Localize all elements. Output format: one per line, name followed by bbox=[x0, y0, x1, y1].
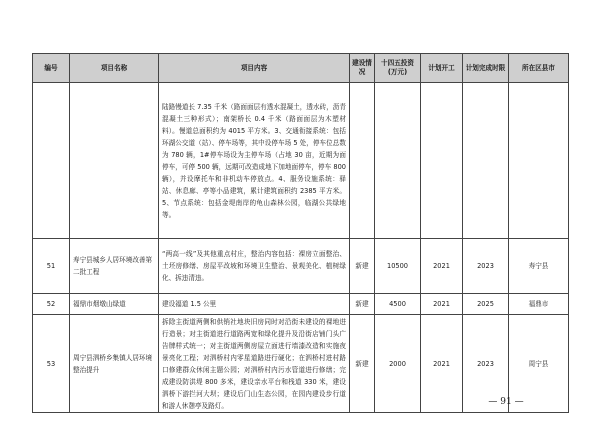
cell-start: 2021 bbox=[421, 315, 463, 413]
table-row bbox=[33, 239, 569, 294]
cell-finish: 2023 bbox=[463, 315, 509, 413]
cell-name: 周宁县泗桥乡集镇人居环境整治提升 bbox=[70, 315, 159, 413]
cell-status bbox=[350, 83, 375, 239]
cell-status: 新建 bbox=[350, 239, 375, 294]
cell-start bbox=[421, 83, 463, 239]
cell-content: 拆除主街道两侧和供销社地块旧房同时对沿街未建设的裸地进行造景；对主街道进行道路两宽和绿化提升及沿街店铺门头广告牌样式统一；对主街道两侧房屋立面进行墙漆改造和实施夜景亮化工程；对泗桥村内零星道路进行硬化；在泗桥村进村路口修建群众休闲主题公园；对泗桥村内污水管道进行修缮；完成建设防洪堤 800 多米，建设亲水平台和栈道 330 米，建设泗桥下游拦河大坝；建设后门山生态公园，在园内建设步行道和游人休憩亭及路灯。 bbox=[159, 315, 350, 413]
header-name: 项目名称 bbox=[70, 54, 159, 83]
cell-invest: 4500 bbox=[375, 294, 421, 315]
cell-no: 53 bbox=[33, 315, 70, 413]
cell-content: “两高一线”及其他重点村庄，整治内容包括：裸房立面整治、土坯房修缮、房屋平改坡和环境卫生整治、景观美化、植树绿化、拆违清违。 bbox=[159, 239, 350, 294]
cell-no bbox=[33, 83, 70, 239]
cell-county: 周宁县 bbox=[509, 315, 569, 413]
cell-county: 福鼎市 bbox=[509, 294, 569, 315]
table-row bbox=[33, 83, 569, 239]
cell-content: 建设福道 1.5 公里 bbox=[159, 294, 350, 315]
cell-content: 陆路慢道长 7.35 千米（路面面层有透水混凝土，透水砖，沥青混凝土三种形式）；南架桥长 0.4 千米（路面面层为木塑材料）。慢道总面积约为 4015 平方米。3、交通衔接系统：包括环湖公交道（站）、停车场等，其中设停车场 5 处，停车位总数为 780 辆，1#停车场设为主停车场（占地 30 亩，近期为面停车，可停 500 辆，远期可改造成地下加地面停车，停车 800 辆），并设摩托车和非机动车停放点。4、服务设施系统：驿站、休息廊、亭等小品建筑，累计建筑面积约 2385 平方米。5、节点系统：包括金堤南岸的龟山森林公园，临湖公共绿地等。 bbox=[159, 83, 350, 239]
table-row bbox=[33, 294, 569, 315]
cell-no: 51 bbox=[33, 239, 70, 294]
page-number: — 91 — bbox=[488, 397, 524, 407]
cell-county: 寿宁县 bbox=[509, 239, 569, 294]
cell-start: 2021 bbox=[421, 239, 463, 294]
header-start: 计划开工 bbox=[421, 54, 463, 83]
cell-finish: 2023 bbox=[463, 239, 509, 294]
cell-name: 福鼎市烟墩山绿道 bbox=[70, 294, 159, 315]
cell-invest bbox=[375, 83, 421, 239]
cell-finish bbox=[463, 83, 509, 239]
project-table bbox=[32, 53, 569, 413]
cell-invest: 2000 bbox=[375, 315, 421, 413]
cell-invest: 10500 bbox=[375, 239, 421, 294]
cell-finish: 2025 bbox=[463, 294, 509, 315]
header-no: 编号 bbox=[33, 54, 70, 83]
header-county: 所在区县市 bbox=[509, 54, 569, 83]
cell-name: 寿宁县城乡人居环境改善第二批工程 bbox=[70, 239, 159, 294]
header-invest: 十四五投资(万元) bbox=[375, 54, 421, 83]
cell-name bbox=[70, 83, 159, 239]
table-header-row bbox=[33, 54, 569, 83]
header-content: 项目内容 bbox=[159, 54, 350, 83]
header-finish: 计划完成时限 bbox=[463, 54, 509, 83]
cell-county bbox=[509, 83, 569, 239]
cell-start: 2021 bbox=[421, 294, 463, 315]
cell-no: 52 bbox=[33, 294, 70, 315]
cell-status: 新建 bbox=[350, 315, 375, 413]
cell-status: 新建 bbox=[350, 294, 375, 315]
header-status: 建设情况 bbox=[350, 54, 375, 83]
